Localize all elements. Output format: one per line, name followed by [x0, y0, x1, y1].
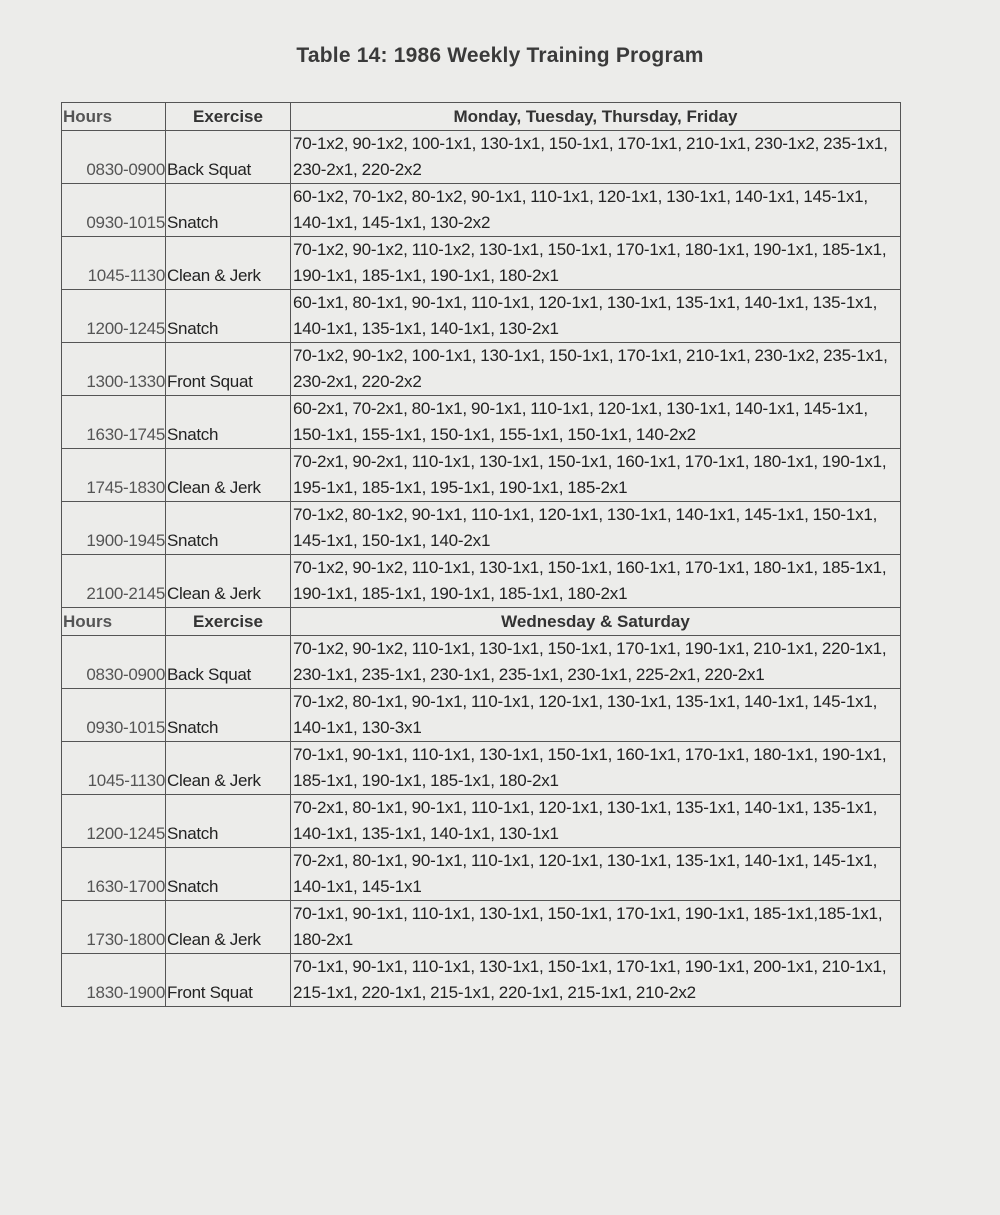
sets-cell: 70-1x2, 90-1x2, 100-1x1, 130-1x1, 150-1x1, 170-1x1, 210-1x1, 230-1x2, 235-1x1, 230-2x1, 220-2x2 — [291, 343, 901, 396]
sets-cell: 70-1x2, 90-1x2, 110-1x2, 130-1x1, 150-1x1, 170-1x1, 180-1x1, 190-1x1, 185-1x1, 190-1x1, 185-1x1, 190-1x1, 180-2x1 — [291, 237, 901, 290]
hours-cell: 1830-1900 — [62, 954, 166, 1007]
exercise-cell: Snatch — [166, 848, 291, 901]
table-title: Table 14: 1986 Weekly Training Program — [296, 44, 704, 67]
table-row — [62, 742, 901, 795]
table-row — [62, 237, 901, 290]
exercise-cell: Back Squat — [166, 131, 291, 184]
hours-cell: 0830-0900 — [62, 636, 166, 689]
hours-cell: 0930-1015 — [62, 184, 166, 237]
hours-cell: 2100-2145 — [62, 555, 166, 608]
table-row — [62, 848, 901, 901]
table-row — [62, 290, 901, 343]
exercise-cell: Clean & Jerk — [166, 901, 291, 954]
table-row — [62, 689, 901, 742]
exercise-cell: Snatch — [166, 184, 291, 237]
exercise-cell: Snatch — [166, 290, 291, 343]
hours-column-header: Hours — [62, 103, 166, 131]
sets-cell: 70-1x1, 90-1x1, 110-1x1, 130-1x1, 150-1x1, 170-1x1, 190-1x1, 200-1x1, 210-1x1, 215-1x1, 220-1x1, 215-1x1, 220-1x1, 215-1x1, 210-2x2 — [291, 954, 901, 1007]
exercise-cell: Front Squat — [166, 343, 291, 396]
sets-cell: 70-1x2, 90-1x2, 100-1x1, 130-1x1, 150-1x1, 170-1x1, 210-1x1, 230-1x2, 235-1x1, 230-2x1, 220-2x2 — [291, 131, 901, 184]
table-row — [62, 131, 901, 184]
hours-cell: 0930-1015 — [62, 689, 166, 742]
exercise-column-header: Exercise — [166, 608, 291, 636]
section-header-row — [62, 608, 901, 636]
sets-cell: 70-2x1, 80-1x1, 90-1x1, 110-1x1, 120-1x1, 130-1x1, 135-1x1, 140-1x1, 135-1x1, 140-1x1, 135-1x1, 140-1x1, 130-1x1 — [291, 795, 901, 848]
exercise-cell: Clean & Jerk — [166, 237, 291, 290]
hours-cell: 1300-1330 — [62, 343, 166, 396]
section-header-row — [62, 103, 901, 131]
table-row — [62, 901, 901, 954]
exercise-cell: Snatch — [166, 689, 291, 742]
table-row — [62, 396, 901, 449]
hours-column-header: Hours — [62, 608, 166, 636]
hours-cell: 1045-1130 — [62, 237, 166, 290]
table-row — [62, 954, 901, 1007]
sets-cell: 70-1x1, 90-1x1, 110-1x1, 130-1x1, 150-1x1, 170-1x1, 190-1x1, 185-1x1,185-1x1, 180-2x1 — [291, 901, 901, 954]
hours-cell: 1745-1830 — [62, 449, 166, 502]
days-column-header: Wednesday & Saturday — [291, 608, 901, 636]
sets-cell: 70-2x1, 90-2x1, 110-1x1, 130-1x1, 150-1x1, 160-1x1, 170-1x1, 180-1x1, 190-1x1, 195-1x1, 185-1x1, 195-1x1, 190-1x1, 185-2x1 — [291, 449, 901, 502]
sets-cell: 70-2x1, 80-1x1, 90-1x1, 110-1x1, 120-1x1, 130-1x1, 135-1x1, 140-1x1, 145-1x1, 140-1x1, 145-1x1 — [291, 848, 901, 901]
sets-cell: 70-1x1, 90-1x1, 110-1x1, 130-1x1, 150-1x1, 160-1x1, 170-1x1, 180-1x1, 190-1x1, 185-1x1, 190-1x1, 185-1x1, 180-2x1 — [291, 742, 901, 795]
hours-cell: 1630-1745 — [62, 396, 166, 449]
training-program-table — [61, 102, 901, 1007]
sets-cell: 60-1x2, 70-1x2, 80-1x2, 90-1x1, 110-1x1, 120-1x1, 130-1x1, 140-1x1, 145-1x1, 140-1x1, 145-1x1, 130-2x2 — [291, 184, 901, 237]
hours-cell: 1200-1245 — [62, 795, 166, 848]
days-column-header: Monday, Tuesday, Thursday, Friday — [291, 103, 901, 131]
table-row — [62, 795, 901, 848]
sets-cell: 70-1x2, 80-1x2, 90-1x1, 110-1x1, 120-1x1, 130-1x1, 140-1x1, 145-1x1, 150-1x1, 145-1x1, 150-1x1, 140-2x1 — [291, 502, 901, 555]
table-row — [62, 184, 901, 237]
sets-cell: 70-1x2, 90-1x2, 110-1x1, 130-1x1, 150-1x1, 160-1x1, 170-1x1, 180-1x1, 185-1x1, 190-1x1, 185-1x1, 190-1x1, 185-1x1, 180-2x1 — [291, 555, 901, 608]
exercise-cell: Clean & Jerk — [166, 742, 291, 795]
hours-cell: 0830-0900 — [62, 131, 166, 184]
hours-cell: 1630-1700 — [62, 848, 166, 901]
table-row — [62, 343, 901, 396]
table-body — [62, 103, 901, 1007]
exercise-column-header: Exercise — [166, 103, 291, 131]
sets-cell: 70-1x2, 80-1x1, 90-1x1, 110-1x1, 120-1x1, 130-1x1, 135-1x1, 140-1x1, 145-1x1, 140-1x1, 130-3x1 — [291, 689, 901, 742]
exercise-cell: Clean & Jerk — [166, 449, 291, 502]
table-row — [62, 502, 901, 555]
hours-cell: 1200-1245 — [62, 290, 166, 343]
exercise-cell: Snatch — [166, 396, 291, 449]
exercise-cell: Snatch — [166, 502, 291, 555]
exercise-cell: Front Squat — [166, 954, 291, 1007]
sets-cell: 70-1x2, 90-1x2, 110-1x1, 130-1x1, 150-1x1, 170-1x1, 190-1x1, 210-1x1, 220-1x1, 230-1x1, 235-1x1, 230-1x1, 235-1x1, 230-1x1, 225-2x1, 220-2x1 — [291, 636, 901, 689]
exercise-cell: Back Squat — [166, 636, 291, 689]
hours-cell: 1900-1945 — [62, 502, 166, 555]
exercise-cell: Clean & Jerk — [166, 555, 291, 608]
sets-cell: 60-1x1, 80-1x1, 90-1x1, 110-1x1, 120-1x1, 130-1x1, 135-1x1, 140-1x1, 135-1x1, 140-1x1, 135-1x1, 140-1x1, 130-2x1 — [291, 290, 901, 343]
hours-cell: 1730-1800 — [62, 901, 166, 954]
table-row — [62, 449, 901, 502]
sets-cell: 60-2x1, 70-2x1, 80-1x1, 90-1x1, 110-1x1, 120-1x1, 130-1x1, 140-1x1, 145-1x1, 150-1x1, 155-1x1, 150-1x1, 155-1x1, 150-1x1, 140-2x2 — [291, 396, 901, 449]
table-row — [62, 636, 901, 689]
hours-cell: 1045-1130 — [62, 742, 166, 795]
exercise-cell: Snatch — [166, 795, 291, 848]
table-row — [62, 555, 901, 608]
